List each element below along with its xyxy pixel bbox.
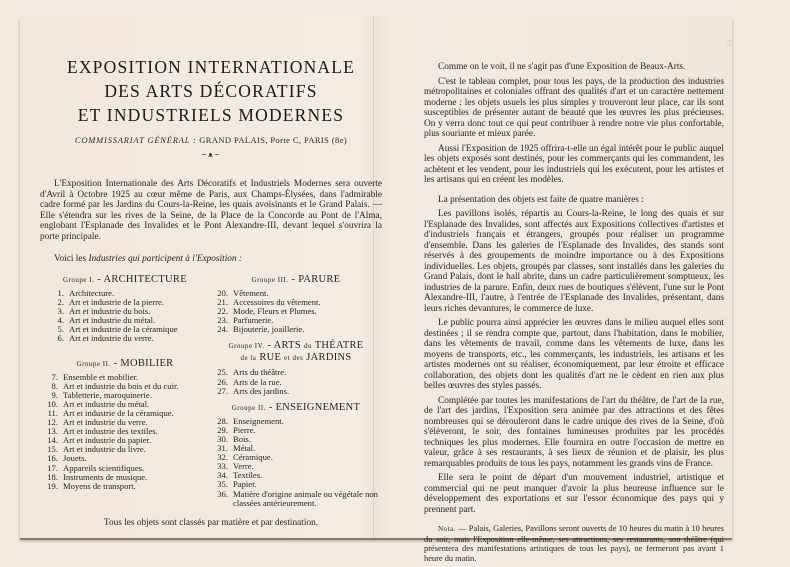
- item-label: Métal.: [233, 443, 256, 454]
- nota-label: Nota.: [438, 525, 456, 533]
- group-name-jardins: JARDINS: [306, 352, 352, 364]
- item-label: Ensemble et mobilier.: [63, 371, 139, 382]
- item-label: Tabletterie, maroquinerie.: [63, 389, 152, 400]
- item-number: 36.: [217, 488, 228, 499]
- item-number: 21.: [217, 297, 228, 308]
- item-label: Art et industrie du bois et du cuir.: [63, 380, 179, 391]
- group-items: [40, 373, 210, 491]
- nota-paragraph: [424, 524, 724, 563]
- item-label: Textiles.: [233, 470, 263, 481]
- group-parure: [210, 274, 382, 334]
- right-page: [424, 62, 724, 567]
- title-line-1: EXPOSITION INTERNATIONALE: [66, 57, 356, 77]
- item-label: Art et industrie de la céramique: [69, 324, 178, 335]
- group-prefix: Groupe I.: [63, 276, 95, 284]
- group-prefix: Groupe II.: [231, 403, 266, 412]
- item-number: 22.: [217, 306, 228, 317]
- item-label: Art et industrie du métal.: [69, 315, 156, 326]
- industries-intro-italic: Industries qui participent à l'Exposition :: [88, 254, 243, 264]
- item-label: Art et industrie du livre.: [63, 444, 146, 455]
- item-label: Art et industrie du verre.: [63, 417, 148, 428]
- item-number: 19.: [47, 480, 58, 491]
- industries-intro-prefix: Voici les: [54, 254, 87, 264]
- group-name: - PARURE: [291, 274, 341, 285]
- group-arts-theatre: [210, 340, 382, 395]
- group-heading: [210, 402, 382, 413]
- group-enseignement: [210, 402, 382, 508]
- item-number: 28.: [217, 415, 228, 426]
- group-heading: [210, 274, 382, 285]
- item-label: Parfumerie.: [233, 315, 274, 326]
- industries-intro: [40, 254, 382, 264]
- group-name-small: de la: [240, 354, 257, 363]
- title-block: [40, 55, 382, 127]
- item-label: Art et industrie de la pierre.: [69, 297, 164, 308]
- item-number: 24.: [217, 324, 228, 335]
- item-label: Enseignement.: [233, 415, 284, 426]
- ornament-icon: ~ᴥ~: [201, 151, 221, 159]
- item-number: 10.: [47, 398, 58, 409]
- group-name: - MOBILIER: [113, 357, 174, 369]
- item-number: 3.: [57, 306, 64, 317]
- item-label: Verre.: [233, 461, 254, 472]
- paragraph-public: Le public pourra ainsi apprécier les œuvres dans le milieu auquel elles sont destinées ; il se rendra compte que, partout, dans l'habitation, dans le mobilier, dans les vêtements de travail, comme dans les vêtements de luxe, dans les moyens de transports, etc., les commerçants, les industriels, les artisans et les artistes modernes ont su réaliser, économiquement, par leur étroite et efficace collaboration, des objets dont les qualités d'art ne le cèdent en rien aux plus belles œuvres des styles passés.: [424, 318, 724, 391]
- group-name-small: et des: [284, 354, 304, 363]
- item-label: Papier.: [233, 479, 257, 490]
- item-number: 5.: [57, 324, 64, 335]
- group-prefix: Groupe IV.: [228, 342, 265, 351]
- groups-column-left: [40, 274, 210, 522]
- group-name-rue: RUE: [259, 352, 282, 364]
- title-line-3: ET INDUSTRIELS MODERNES: [77, 105, 345, 125]
- paragraph-presentation: La présentation des objets est faite de quatre manières :: [438, 194, 644, 205]
- page-marker: 5: [727, 39, 731, 48]
- group-items: [210, 368, 382, 395]
- group-mobilier: [40, 358, 210, 491]
- item-label: Arts des jardins.: [233, 385, 290, 396]
- industry-item: [40, 482, 210, 491]
- item-number: 17.: [47, 462, 58, 473]
- industry-item: [210, 325, 382, 334]
- industry-item: [210, 490, 382, 508]
- group-name-small: du: [303, 342, 312, 351]
- item-number: 16.: [47, 453, 58, 464]
- group-prefix: Groupe II.: [76, 359, 111, 368]
- commissariat-line: [40, 135, 382, 145]
- groups-column-right: [210, 274, 382, 522]
- intro-paragraph: L'Exposition Internationale des Arts Décoratifs et Industriels Modernes sera ouverte d'Avril à Octobre 1925 au cœur même de Paris, aux Champs-Élysées, dans l'admirable cadre formé par les Jardins du Cours-la-Reine, les quais avoisinants et le Grand Palais. — Elle s'étendra sur les rives de la Seine, de la Place de la Concorde au Pont de l'Alma, englobant l'Esplanade des Invalides et le Pont Alexandre-III, devant lequel s'ouvrira la porte principale.: [40, 179, 382, 242]
- item-number: 7.: [51, 371, 58, 382]
- group-architecture: [40, 274, 210, 344]
- item-label: Matière d'origine animale ou végétale non classées antérieurement.: [233, 488, 378, 508]
- item-label: Arts du théâtre.: [233, 367, 287, 378]
- industry-item: [210, 387, 382, 396]
- paragraph-pavillons: Les pavillons isolés, répartis au Cours-la-Reine, le long des quais et sur l'Esplanade des Invalides, sont affectés aux Expositions collectives d'artistes et d'industriels français et étrangers, groupés pour réaliser un programme d'ensemble. Dans les galeries de l'Esplanade des Invalides, des stands sont réservés à des groupements de moindre importance ou à des Expositions individuelles. Les objets, groupés par classes, sont installés dans les galeries du Grand Palais, dont le hall abrite, dans un cadre particulièrement somptueux, les industries de la parure. Enfin, deux rues de boutiques s'élèvent, l'une sur le Pont Alexandre-III, l'autre, à l'entrée de l'Esplanade des Invalides, présentant, dans leurs riches devantures, le commerce de luxe.: [424, 209, 724, 314]
- group-items: [210, 417, 382, 508]
- group-items: [210, 289, 382, 334]
- item-number: 29.: [217, 424, 228, 435]
- item-number: 30.: [217, 433, 228, 444]
- item-label: Art et industrie du verre.: [69, 333, 154, 344]
- item-label: Bois.: [233, 433, 251, 444]
- paragraph-interet: Aussi l'Exposition de 1925 offrira-t-elle un égal intérêt pour le public auquel les objets exposés sont destinés, pour les commerçants qui les commandent, les achètent et les vendent, pour les industriels qui les exécutent, pour les artistes et les artisans qui en créent les modèles.: [424, 143, 724, 185]
- item-number: 27.: [217, 385, 228, 396]
- item-number: 14.: [47, 435, 58, 446]
- item-label: Accessoires du vêtement.: [233, 297, 321, 308]
- classification-note: Tous les objets sont classés par matière et par destination.: [103, 517, 319, 528]
- group-name: - ARTS: [267, 340, 302, 352]
- item-number: 15.: [47, 444, 58, 455]
- item-number: 18.: [47, 471, 58, 482]
- item-number: 31.: [217, 443, 228, 454]
- item-label: Art et industrie de la céramique.: [63, 407, 174, 418]
- item-label: Céramique.: [233, 452, 273, 463]
- item-number: 9.: [51, 389, 58, 400]
- item-number: 11.: [47, 407, 58, 418]
- item-label: Jouets.: [63, 453, 87, 464]
- item-number: 32.: [217, 452, 228, 463]
- item-number: 23.: [217, 315, 228, 326]
- item-label: Architecture.: [69, 288, 115, 298]
- item-label: Art et industrie du papier.: [63, 435, 152, 446]
- item-number: 6.: [57, 333, 64, 344]
- item-label: Art et industrie du métal.: [63, 398, 150, 409]
- commissariat-address: GRAND PALAIS, Porte C, PARIS (8e): [199, 135, 348, 145]
- item-number: 35.: [217, 479, 228, 490]
- item-label: Bijouterie, joaillerie.: [233, 324, 305, 335]
- item-label: Art et industrie des textiles.: [63, 426, 158, 437]
- commissariat-label: COMMISSARIAT GÉNÉRAL :: [74, 135, 197, 145]
- left-page: [40, 55, 382, 528]
- item-number: 8.: [51, 380, 58, 391]
- item-number: 20.: [217, 288, 228, 298]
- group-heading: [40, 358, 210, 369]
- item-number: 2.: [57, 297, 64, 308]
- item-number: 12.: [47, 417, 58, 428]
- item-label: Pierre.: [233, 424, 256, 435]
- item-label: Instruments de musique.: [63, 471, 148, 482]
- industry-groups: [40, 274, 382, 522]
- group-heading: [210, 340, 382, 364]
- paragraph-manifestations: Complétée par toutes les manifestations de l'art du théâtre, de l'art de la rue, de l'art des jardins, l'Exposition sera animée par des attractions et des fêtes nombreuses qui se dérouleront dans le cadre unique des rives de la Seine, d'où s'élèveront, le soir, des fontaines lumineuses produites par les procédés techniques les plus modernes. Elle fournira en outre l'occasion de mettre en valeur, grâce à ses restaurants, à ses lieux de réunion et de plaisir, les plus remarquables produits de tous les pays, notamment les grands vins de France.: [424, 395, 724, 469]
- group-name: - ARCHITECTURE: [97, 274, 187, 285]
- group-items: [40, 289, 210, 344]
- group-name: - ENSEIGNEMENT: [268, 401, 361, 413]
- item-number: 34.: [217, 470, 228, 481]
- item-number: 1.: [57, 288, 64, 298]
- paragraph-mouvement: Elle sera le point de départ d'un mouvement industriel, artistique et commercial qui ne peut manquer d'avoir la plus heureuse influence sur le développement des exportations et sur l'essor économique des pays qui y prennent part.: [424, 473, 724, 515]
- item-label: Appareils scientifiques.: [63, 462, 145, 473]
- item-number: 33.: [217, 461, 228, 472]
- item-label: Vêtement.: [233, 288, 269, 298]
- item-number: 25.: [217, 367, 228, 378]
- item-label: Mode, Fleurs et Plumes.: [233, 306, 317, 317]
- nota-text: — Palais, Galeries, Pavillons seront ouverts de 10 heures du matin à 10 heures du soir, mais l'Exposition elle-même, ses attractions, ses restaurants, son théâtre (qui présentera des manifestations artistiques de tous les pays), ne fermeront pas avant 1 heure du matin.: [424, 524, 724, 563]
- item-number: 4.: [57, 315, 64, 326]
- title-line-2: DES ARTS DÉCORATIFS: [104, 81, 318, 101]
- item-label: Arts de la rue.: [233, 376, 282, 387]
- item-label: Moyens de transport.: [63, 480, 136, 491]
- industry-item: [40, 334, 210, 343]
- item-number: 13.: [47, 426, 58, 437]
- item-label: Art et industrie du bois.: [69, 306, 151, 317]
- group-name-2: THÉATRE: [314, 340, 364, 352]
- group-heading: [40, 274, 210, 285]
- paragraph-beaux-arts: Comme on le voit, il ne s'agit pas d'une Exposition de Beaux-Arts.: [438, 62, 686, 72]
- paragraph-tableau: C'est le tableau complet, pour tous les pays, de la production des industries métropolitaines et coloniales offrant des qualités d'art et un caractère nettement moderne : les objets usuels les plus simples y trouveront leur place, car ils sont susceptibles de présenter autant de beauté que les œuvres les plus précieuses. On y verra donc tout ce qui peut contribuer à rendre notre vie plus confortable, plus souriante et mieux parée.: [424, 76, 724, 139]
- item-number: 26.: [217, 376, 228, 387]
- group-prefix: Groupe III.: [251, 276, 289, 284]
